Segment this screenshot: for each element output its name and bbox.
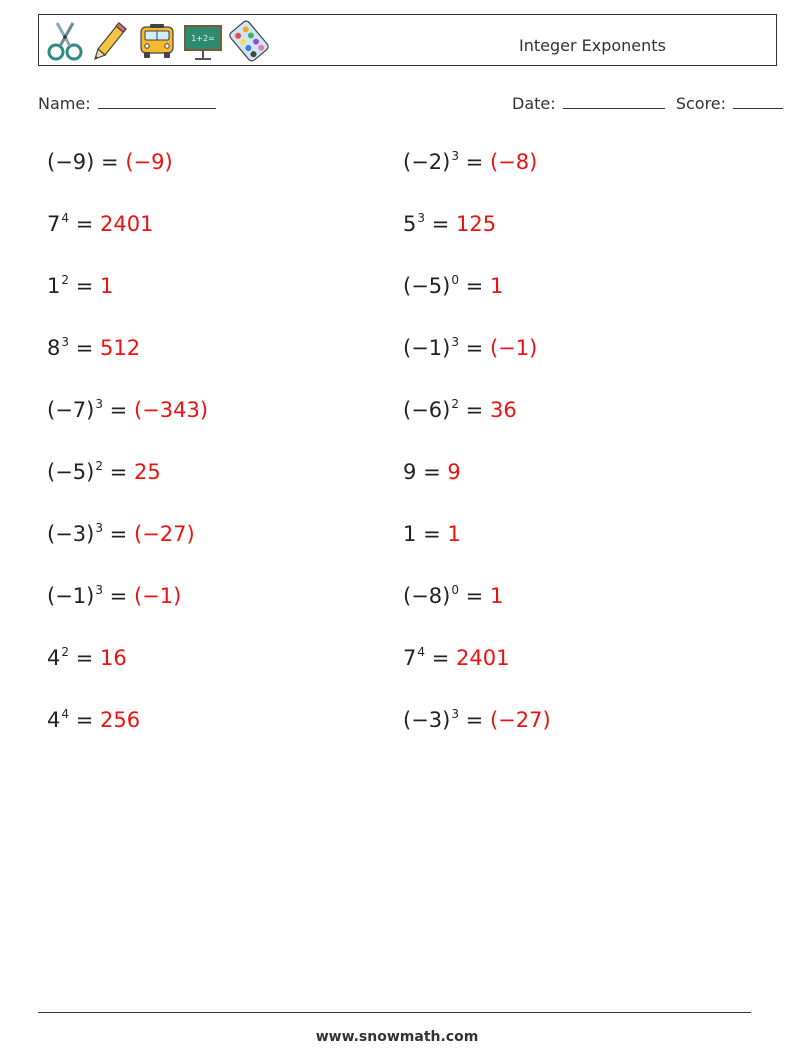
equals-sign: = (465, 584, 484, 608)
problem-answer: 9 (447, 460, 461, 484)
equals-sign: = (101, 150, 119, 174)
problem-exponent: 0 (451, 273, 459, 287)
score-blank[interactable] (733, 94, 783, 109)
problem-exponent: 4 (61, 707, 70, 721)
problem-base: 9 (403, 460, 417, 484)
problem-base: (−7) (47, 398, 95, 422)
equals-sign: = (465, 150, 484, 174)
problem-exponent: 4 (417, 645, 426, 659)
school-bus-icon (137, 19, 177, 63)
problem-answer: 2401 (100, 212, 154, 236)
problem-base: 4 (47, 646, 61, 670)
problem-item (47, 646, 127, 670)
problem-base: 7 (403, 646, 417, 670)
problem-base: 8 (47, 336, 61, 360)
problem-exponent: 3 (451, 707, 459, 721)
problem-answer: 1 (489, 584, 504, 608)
problem-base: (−2) (403, 150, 451, 174)
problem-exponent: 3 (61, 335, 70, 349)
problem-item (47, 522, 195, 546)
problem-answer: 256 (100, 708, 141, 732)
problem-answer: (−343) (133, 398, 209, 422)
problem-answer: 25 (133, 460, 161, 484)
problem-exponent: 2 (61, 273, 70, 287)
problem-answer: 16 (100, 646, 127, 670)
pencil-icon (91, 19, 131, 63)
equals-sign: = (465, 398, 484, 422)
problem-answer: 1 (489, 274, 504, 298)
problem-item (403, 460, 461, 484)
equals-sign: = (75, 212, 94, 236)
equals-sign: = (465, 274, 484, 298)
problem-exponent: 2 (451, 397, 459, 411)
name-label: Name: (38, 94, 91, 113)
footer-url: www.snowmath.com (315, 1029, 479, 1045)
problem-item (403, 584, 503, 608)
equals-sign: = (75, 274, 94, 298)
problem-answer: (−1) (489, 336, 538, 360)
problem-exponent: 0 (451, 583, 459, 597)
problem-item (403, 646, 509, 670)
problem-base: (−3) (403, 708, 451, 732)
equals-sign: = (423, 460, 441, 484)
scissors-icon (45, 19, 85, 63)
problem-item (403, 522, 461, 546)
problem-answer: 512 (100, 336, 141, 360)
problem-answer: (−9) (125, 150, 173, 174)
equals-sign: = (109, 398, 128, 422)
problem-answer: (−27) (489, 708, 551, 732)
problem-item (403, 274, 503, 298)
problem-answer: (−1) (133, 584, 182, 608)
footer-divider (38, 1012, 751, 1013)
equals-sign: = (75, 646, 94, 670)
name-field (38, 94, 216, 113)
problem-item (47, 398, 208, 422)
problem-base: (−3) (47, 522, 95, 546)
problem-exponent: 4 (61, 211, 70, 225)
problem-exponent: 3 (95, 397, 103, 411)
problem-answer: (−27) (133, 522, 195, 546)
problem-item (403, 336, 537, 360)
problem-item (47, 460, 161, 484)
equals-sign: = (431, 212, 450, 236)
problem-exponent: 3 (95, 583, 103, 597)
problem-exponent: 3 (95, 521, 103, 535)
problem-base: (−1) (47, 584, 95, 608)
problem-base: (−5) (47, 460, 95, 484)
date-label: Date: (512, 94, 556, 113)
problem-item (47, 274, 113, 298)
worksheet-title: Integer Exponents (519, 36, 666, 55)
equals-sign: = (423, 522, 441, 546)
score-label: Score: (675, 94, 727, 113)
equals-sign: = (109, 522, 128, 546)
problem-base: 1 (403, 522, 417, 546)
paint-palette-icon (229, 19, 269, 63)
problem-answer: 1 (447, 522, 461, 546)
date-blank[interactable] (563, 94, 665, 109)
problem-base: (−6) (403, 398, 451, 422)
equals-sign: = (109, 460, 128, 484)
problem-item (47, 708, 140, 732)
problem-answer: 2401 (456, 646, 510, 670)
equals-sign: = (465, 708, 484, 732)
equals-sign: = (431, 646, 450, 670)
problem-base: (−5) (403, 274, 451, 298)
problem-item (403, 212, 496, 236)
problem-exponent: 2 (95, 459, 103, 473)
problem-base: 1 (47, 274, 61, 298)
problem-item (47, 212, 153, 236)
problem-base: 7 (47, 212, 61, 236)
header-icons (45, 18, 269, 64)
name-blank[interactable] (98, 94, 216, 109)
problem-base: (−1) (403, 336, 451, 360)
equals-sign: = (75, 336, 94, 360)
problem-answer: (−8) (489, 150, 538, 174)
problem-item (47, 150, 173, 174)
worksheet-header (38, 14, 777, 66)
problem-exponent: 3 (451, 335, 459, 349)
problem-base: (−8) (403, 584, 451, 608)
equals-sign: = (75, 708, 94, 732)
problem-answer: 36 (489, 398, 517, 422)
problem-exponent: 2 (61, 645, 70, 659)
problem-item (403, 398, 517, 422)
problem-answer: 1 (100, 274, 114, 298)
problem-base: (−9) (47, 150, 95, 174)
svg-text:1+2=: 1+2= (191, 34, 215, 43)
problem-exponent: 3 (417, 211, 426, 225)
problem-item (47, 336, 140, 360)
equals-sign: = (109, 584, 128, 608)
date-score-fields (512, 94, 783, 113)
chalkboard-icon (183, 19, 223, 63)
problem-answer: 125 (456, 212, 497, 236)
problem-item (47, 584, 181, 608)
problem-exponent: 3 (451, 149, 459, 163)
problem-base: 4 (47, 708, 61, 732)
problem-base: 5 (403, 212, 417, 236)
equals-sign: = (465, 336, 484, 360)
problem-item (403, 150, 537, 174)
problem-item (403, 708, 551, 732)
